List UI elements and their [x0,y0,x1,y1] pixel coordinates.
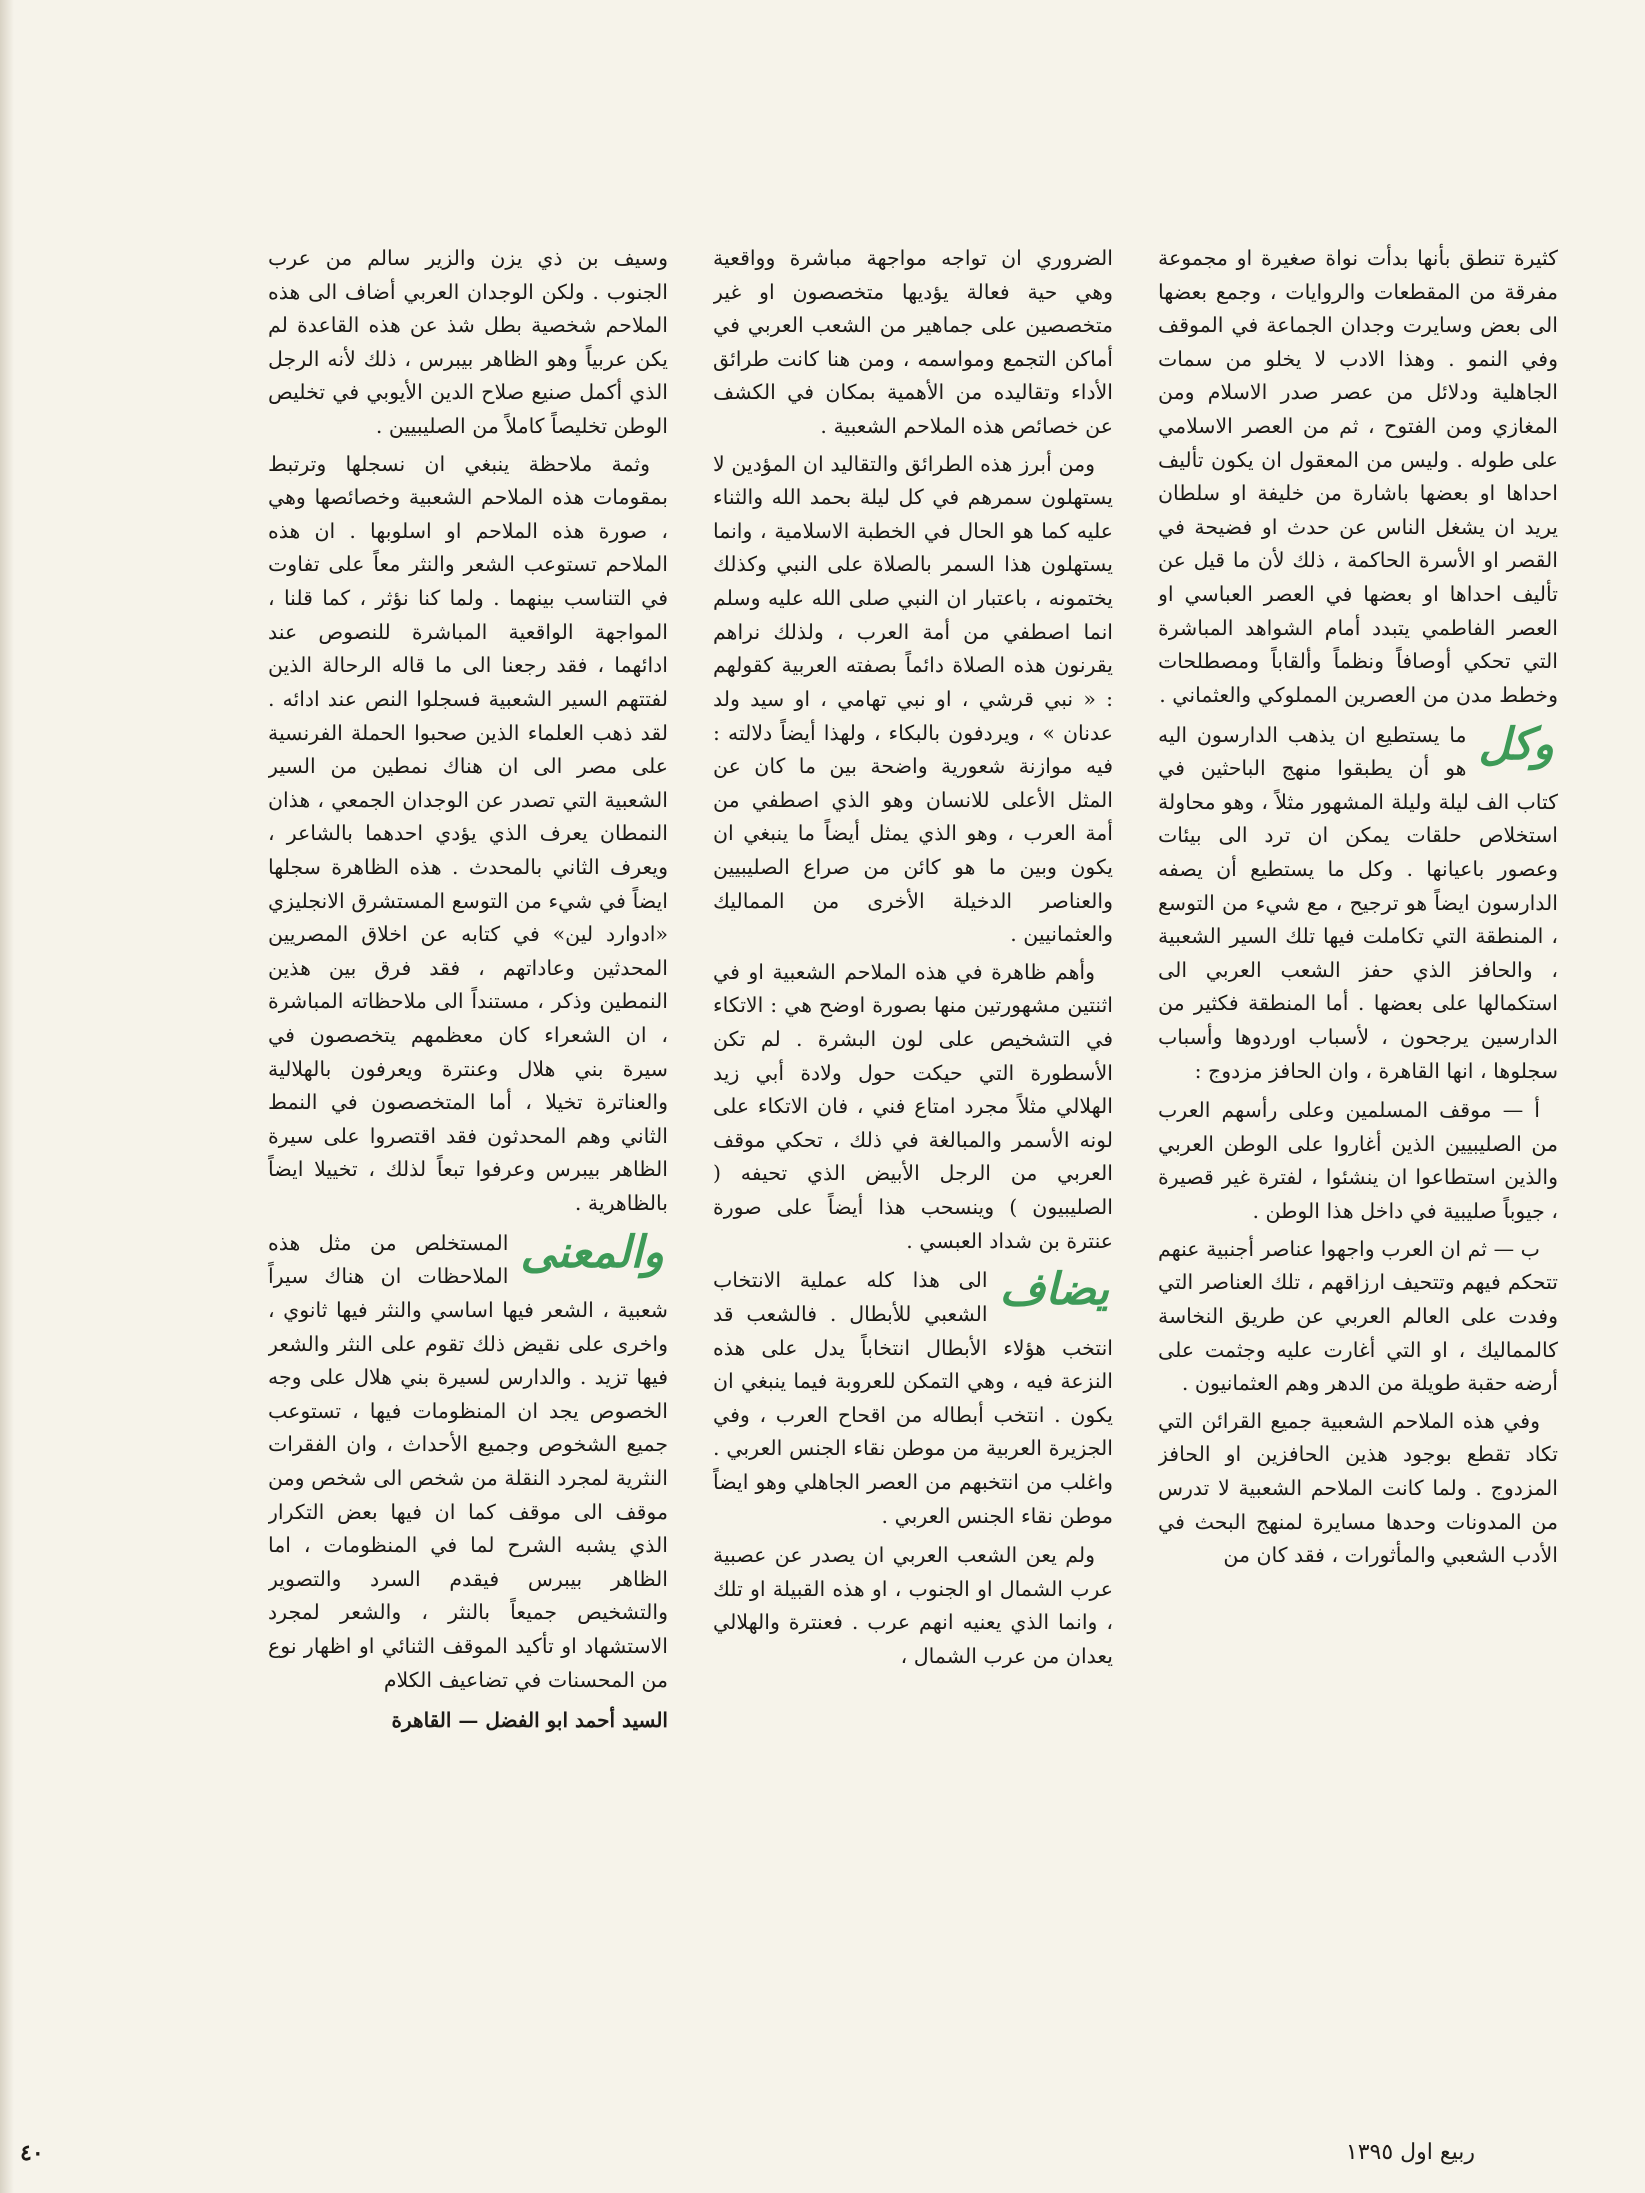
author-byline: السيد أحمد ابو الفضل — القاهرة [391,1708,668,1733]
issue-date: ربيع اول ١٣٩٥ [1345,2140,1475,2165]
dropcap-text: ما يستطيع ان يذهب الدارسون اليه هو أن يطبقوا منهج الباحثين في كتاب الف ليلة وليلة المشهور مثلاً ، وهو محاولة استخلاص حلقات يمكن ان ترد الى بيئات وعصور باعيانها . وكل ما يستطيع أن يصفه الدارسون ايضاً هو ترجيح ، مع شيء من التوسع ، المنطقة التي تكاملت فيها تلك السير الشعبية ، والحافز الذي حفز الشعب العربي الى استكمالها على بعضها . أما المنطقة فكثير من الدارسين يرجحون ، لأسباب اوردوها وأسباب سجلوها ، انها القاهرة ، وان الحافز مزدوج : [1158,722,1558,1083]
dropcap-word: يضاف [999,1264,1109,1316]
dropcap-word: والمعنى [520,1226,664,1278]
page-number: ٤٠ [20,2140,44,2166]
column-2 [713,242,1113,2062]
paragraph: وأهم ظاهرة في هذه الملاحم الشعبية او في اثنتين مشهورتين منها بصورة اوضح هي : الاتكاء في التشخيص على لون البشرة . لم تكن الأسطورة التي حيكت حول ولادة أبي زيد الهلالي مثلاً مجرد امتاع فني ، فان الاتكاء على لونه الأسمر والمبالغة في ذلك ، تحكي موقف العربي من الرجل الأبيض الذي تحيفه ( الصليبيون ) وينسحب هذا أيضاً على صورة عنترة بن شداد العبسي . [713,959,1113,1253]
paragraph: وفي هذه الملاحم الشعبية جميع القرائن التي تكاد تقطع بوجود هذين الحافزين او الحافز المزدوج . ولما كانت الملاحم الشعبية لا تدرس من المدونات وحدها مسايرة لمنهج البحث في الأدب الشعبي والمأثورات ، فقد كان من [1158,1408,1558,1568]
column-1 [1158,242,1558,2062]
dropcap-text: المستخلص من مثل هذه الملاحظات ان هناك سيراً شعبية ، الشعر فيها اساسي والنثر فيها ثانوي ، واخرى على نقيض ذلك تقوم على النثر والشعر فيها تزيد . والدارس لسيرة بني هلال على وجه الخصوص يجد ان المنظومات فيها ، تستوعب جميع الشخوص وجميع الأحداث ، وان الفقرات النثرية لمجرد النقلة من شخص الى شخص ومن موقف الى موقف كما ان فيها بعض التكرار الذي يشبه الشرح لما في المنظومات ، اما الظاهر بيبرس فيقدم السرد والتصوير والتشخيص جميعاً بالنثر ، والشعر لمجرد الاستشهاد او تأكيد الموقف الثنائي او اظهار نوع من المحسنات في تضاعيف الكلام [268,1230,668,1692]
paragraph: وسيف بن ذي يزن والزير سالم من عرب الجنوب . ولكن الوجدان العربي أضاف الى هذه الملاحم شخصية بطل شذ عن هذه القاعدة لم يكن عربياً وهو الظاهر بيبرس ، ذلك لأنه الرجل الذي أكمل صنيع صلاح الدين الأيوبي في تخليص الوطن تخليصاً كاملاً من الصليبيين . [268,246,668,439]
paragraph: أ — موقف المسلمين وعلى رأسهم العرب من الصليبيين الذين أغاروا على الوطن العربي والذين استطاعوا ان ينشئوا ، لفترة غير قصيرة ، جيوباً صليبية في داخل هذا الوطن . [1158,1098,1558,1224]
scan-edge-shadow [0,0,14,2193]
dropcap-text: الى هذا كله عملية الانتخاب الشعبي للأبطال . فالشعب قد انتخب هؤلاء الأبطال انتخاباً يدل على هذه النزعة فيه ، وهي التمكن للعروبة فيما ينبغي ان يكون . انتخب أبطاله من اقحاح العرب ، وفي الجزيرة العربية من موطن نقاء الجنس العربي . واغلب من انتخبهم من العصر الجاهلي وهو ايضاً موطن نقاء الجنس العربي . [713,1268,1113,1528]
paragraph: ب — ثم ان العرب واجهوا عناصر أجنبية عنهم تتحكم فيهم وتتحيف ارزاقهم ، تلك العناصر التي وفدت على العالم العربي عن طريق النخاسة كالمماليك ، او التي أغارت عليه وجثمت على أرضه حقبة طويلة من الدهر وهم العثمانيون . [1158,1236,1558,1396]
dropcap-word: وكل [1478,718,1554,770]
text-columns [268,242,1558,2062]
paragraph: ومن أبرز هذه الطرائق والتقاليد ان المؤدين لا يستهلون سمرهم في كل ليلة بحمد الله والثناء عليه كما هو الحال في الخطبة الاسلامية ، وانما يستهلون هذا السمر بالصلاة على النبي وكذلك يختمونه ، باعتبار ان النبي صلى الله عليه وسلم انما اصطفي من أمة العرب ، ولذلك نراهم يقرنون هذه الصلاة دائماً بصفته العربية كقولهم : « نبي قرشي ، او نبي تهامي ، او سيد ولد عدنان » ، ويردفون بالبكاء ، ولهذا أيضاً دلالته : فيه موازنة شعورية واضحة بين ما كان عن المثل الأعلى للانسان وهو الذي اصطفي من أمة العرب ، وهو الذي يمثل أيضاً ما ينبغي ان يكون وبين ما هو كائن من صراع الصليبيين والعناصر الدخيلة الأخرى من المماليك والعثمانيين . [713,451,1113,947]
dropcap-paragraph [1158,719,1558,1089]
paragraph: كثيرة تنطق بأنها بدأت نواة صغيرة او مجموعة مفرقة من المقطعات والروايات ، وجمع بعضها الى بعض وسايرت وجدان الجماعة في الموقف وفي النمو . وهذا الادب لا يخلو من سمات الجاهلية ودلائل من عصر صدر الاسلام ومن المغازي ومن الفتوح ، ثم من العصر الاسلامي على طوله . وليس من المعقول ان يكون تأليف احداها او بعضها باشارة من خليفة او سلطان يريد ان يشغل الناس عن حدث او فضيحة في القصر او الأسرة الحاكمة ، ذلك لأن ما قيل عن تأليف احداها او بعضها في العصر العباسي او العصر الفاطمي يتبدد أمام الشواهد المباشرة التي تحكي أوصافاً ونظماً وألقاباً ومصطلحات وخطط مدن من العصرين المملوكي والعثماني . [1158,246,1558,707]
column-3 [268,242,668,2062]
paragraph: ولم يعن الشعب العربي ان يصدر عن عصبية عرب الشمال او الجنوب ، او هذه القبيلة او تلك ، وانما الذي يعنيه انهم عرب . فعنترة والهلالي يعدان من عرب الشمال ، [713,1543,1113,1668]
paragraph: الضروري ان تواجه مواجهة مباشرة وواقعية وهي حية فعالة يؤديها متخصصون او غير متخصصين على جماهير من الشعب العربي في أماكن التجمع ومواسمه ، ومن هنا كانت طرائق الأداء وتقاليده من الأهمية بمكان في الكشف عن خصائص هذه الملاحم الشعبية . [713,246,1113,439]
dropcap-paragraph [713,1264,1113,1533]
dropcap-paragraph [268,1227,668,1698]
paragraph: وثمة ملاحظة ينبغي ان نسجلها وترتبط بمقومات هذه الملاحم الشعبية وخصائصها وهي ، صورة هذه الملاحم او اسلوبها . ان هذه الملاحم تستوعب الشعر والنثر معاً على تفاوت في التناسب بينهما . ولما كنا نؤثر ، كما قلنا ، المواجهة الواقعية المباشرة للنصوص عند ادائهما ، فقد رجعنا الى ما قاله الرحالة الذين لفتتهم السير الشعبية فسجلوا النص عند ادائه . لقد ذهب العلماء الذين صحبوا الحملة الفرنسية على مصر الى ان هناك نمطين من السير الشعبية التي تصدر عن الوجدان الجمعي ، هذان النمطان يعرف الذي يؤدي احدهما بالشاعر ، ويعرف الثاني بالمحدث . هذه الظاهرة سجلها ايضاً في شيء من التوسع المستشرق الانجليزي «ادوارد لين» في كتابه عن اخلاق المصريين المحدثين وعاداتهم ، فقد فرق بين هذين النمطين وذكر ، مستنداً الى ملاحظاته المباشرة ، ان الشعراء كان معظمهم يتخصصون في سيرة بني هلال وعنترة ويعرفون بالهلالية والعناترة تخيلا ، أما المتخصصون في النمط الثاني وهم المحدثون فقد اقتصروا على سيرة الظاهر بيبرس وعرفوا تبعاً لذلك ، تخييلا ايضاً بالظاهرية . [268,451,668,1216]
